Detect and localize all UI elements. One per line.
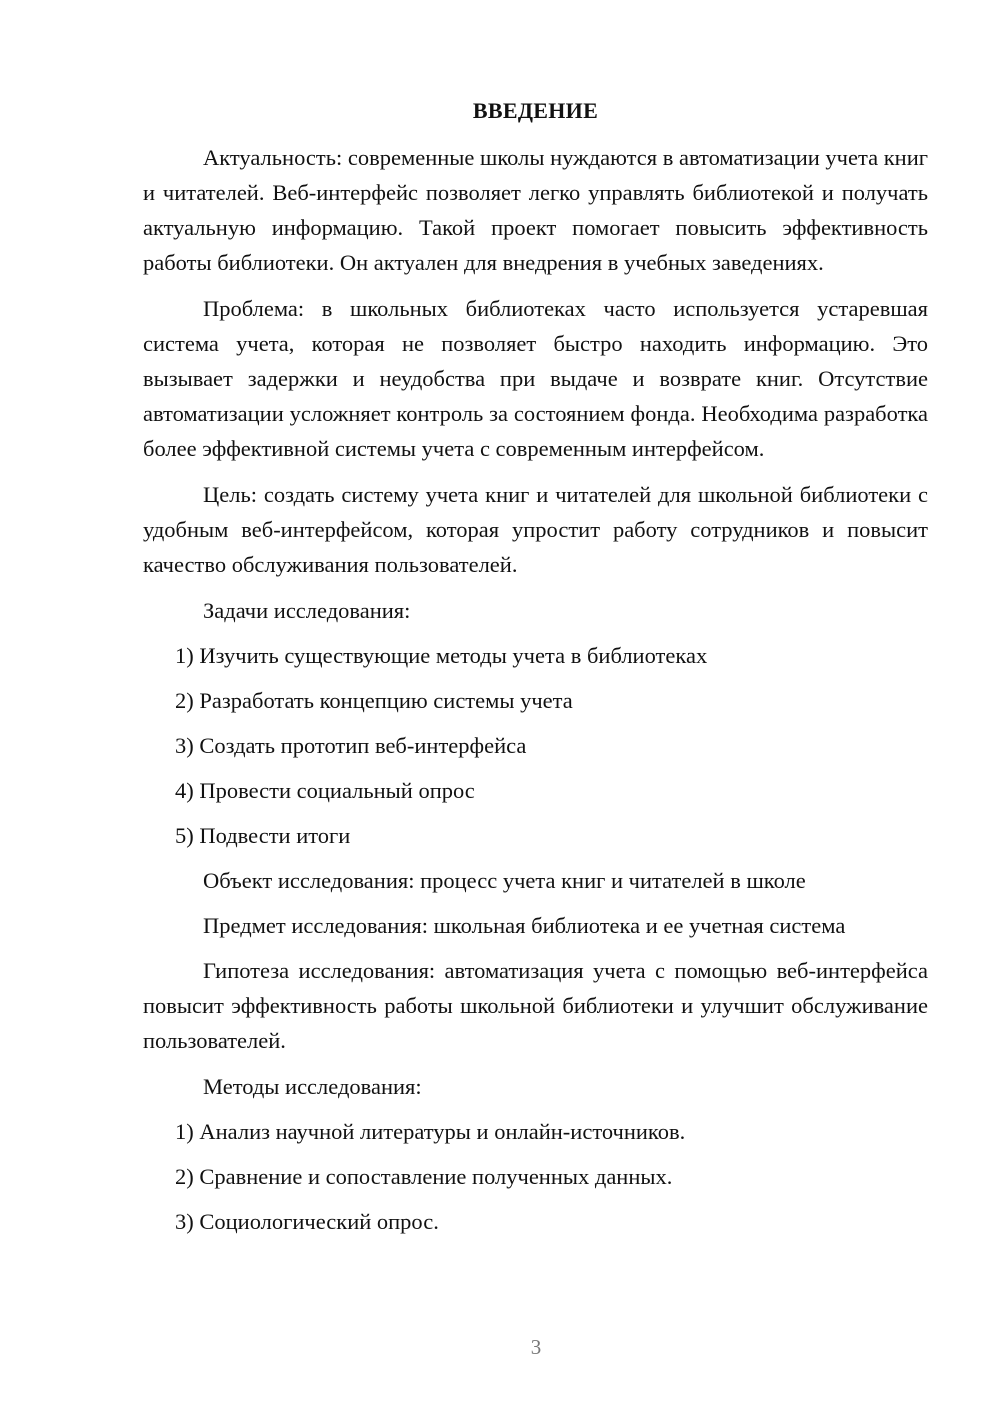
- goal-paragraph: Цель: создать систему учета книг и читателей для школьной библиотеки с удобным веб-интерфейсом, которая упростит работу сотрудников и повысит качество обслуживания пользователей.: [143, 482, 928, 577]
- methods-label: Методы исследования:: [203, 1074, 422, 1099]
- task-item: 5) Подвести итоги: [175, 823, 351, 848]
- method-item: 1) Анализ научной литературы и онлайн-источников.: [175, 1119, 686, 1144]
- relevance-paragraph: Актуальность: современные школы нуждаются в автоматизации учета книг и читателей. Веб-интерфейс позволяет легко управлять библиотекой и получать актуальную информацию. Такой проект помогает повысить эффективность работы библиотеки. Он актуален для внедрения в учебных заведениях.: [143, 145, 928, 275]
- task-item: 3) Создать прототип веб-интерфейса: [175, 733, 527, 758]
- page-title: ВВЕДЕНИЕ: [472, 98, 599, 123]
- research-object: Объект исследования: процесс учета книг и читателей в школе: [203, 868, 806, 893]
- method-item: 2) Сравнение и сопоставление полученных данных.: [175, 1164, 673, 1189]
- page-content: [143, 96, 928, 1249]
- task-item: 2) Разработать концепцию системы учета: [175, 688, 573, 713]
- tasks-label: Задачи исследования:: [203, 598, 411, 623]
- task-item: 1) Изучить существующие методы учета в библиотеках: [175, 643, 708, 668]
- hypothesis-paragraph: Гипотеза исследования: автоматизация учета с помощью веб-интерфейса повысит эффективность работы школьной библиотеки и улучшит обслуживание пользователей.: [143, 958, 928, 1053]
- task-item: 4) Провести социальный опрос: [175, 778, 475, 803]
- research-subject: Предмет исследования: школьная библиотека и ее учетная система: [203, 913, 846, 938]
- method-item: 3) Социологический опрос.: [175, 1209, 439, 1234]
- page-number: 3: [530, 1335, 542, 1359]
- problem-paragraph: Проблема: в школьных библиотеках часто используется устаревшая система учета, которая не позволяет быстро находить информацию. Это вызывает задержки и неудобства при выдаче и возврате книг. Отсутствие автоматизации усложняет контроль за состоянием фонда. Необходима разработка более эффективной системы учета с современным интерфейсом.: [143, 296, 928, 461]
